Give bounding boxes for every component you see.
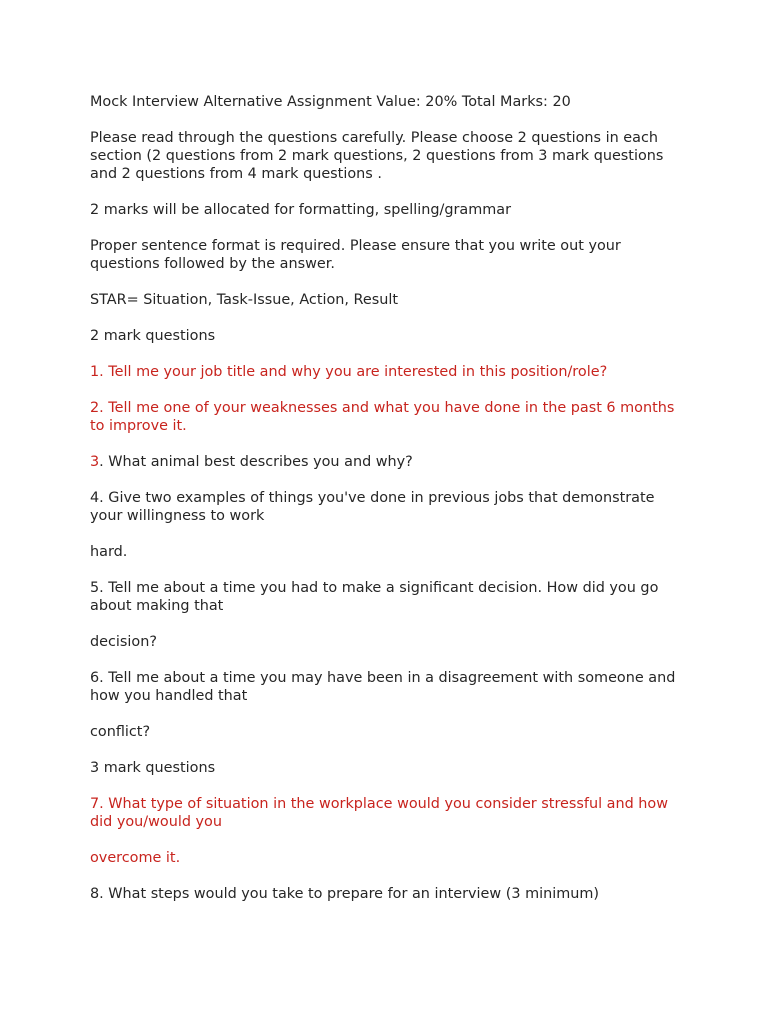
question-3-number: 3: [90, 454, 100, 470]
formatting-note: 2 marks will be allocated for formatting, spelling/grammar: [90, 202, 511, 218]
question-6-continuation: conflict?: [90, 724, 151, 740]
question-7: 7. What type of situation in the workplace would you consider stressful and how did you/would you: [90, 796, 668, 830]
question-4: 4. Give two examples of things you've done in previous jobs that demonstrate your willingness to work: [90, 490, 655, 524]
question-8: 8. What steps would you take to prepare for an interview (3 minimum): [90, 886, 599, 902]
instructions-paragraph: Please read through the questions carefully. Please choose 2 questions in each section (2 questions from 2 mark questions, 2 questions from 3 mark questions and 2 questions from 4 mark questions .: [90, 130, 664, 182]
question-5-continuation: decision?: [90, 634, 157, 650]
document-title-line: Mock Interview Alternative Assignment Value: 20% Total Marks: 20: [90, 94, 571, 110]
section-heading-3-mark: 3 mark questions: [90, 760, 216, 776]
question-7-continuation: overcome it.: [90, 850, 181, 866]
format-requirement: Proper sentence format is required. Please ensure that you write out your questions followed by the answer.: [90, 238, 621, 272]
question-3-text: . What animal best describes you and why?: [99, 454, 413, 470]
star-definition: STAR= Situation, Task-Issue, Action, Result: [90, 292, 399, 308]
section-heading-2-mark: 2 mark questions: [90, 328, 216, 344]
question-4-continuation: hard.: [90, 544, 128, 560]
question-2: 2. Tell me one of your weaknesses and what you have done in the past 6 months to improve it.: [90, 400, 675, 434]
question-1: 1. Tell me your job title and why you are interested in this position/role?: [90, 364, 608, 380]
question-3: [90, 453, 680, 471]
question-6: 6. Tell me about a time you may have been in a disagreement with someone and how you handled that: [90, 670, 676, 704]
question-5: 5. Tell me about a time you had to make a significant decision. How did you go about making that: [90, 580, 659, 614]
